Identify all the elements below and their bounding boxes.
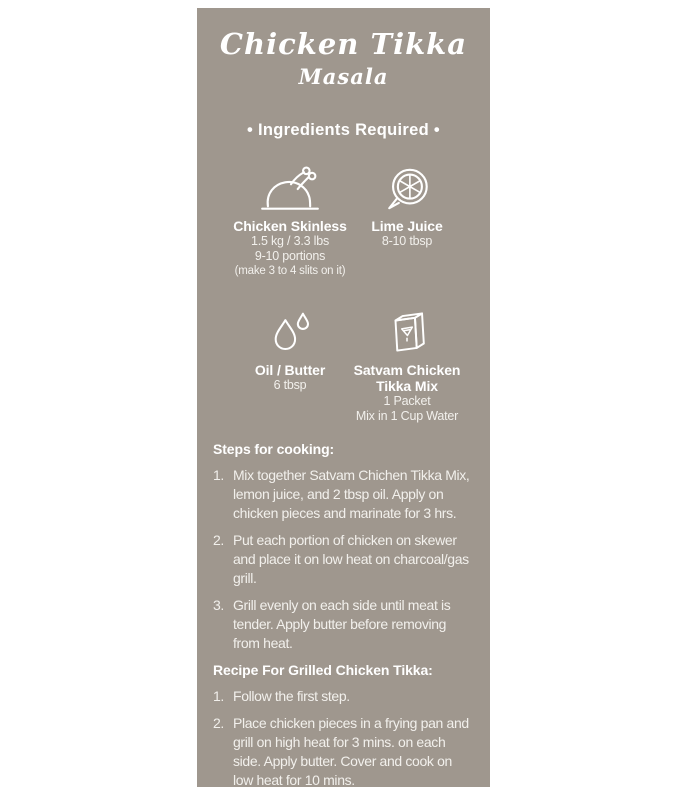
ingredient-name: Satvam Chicken Tikka Mix [353,362,461,394]
ingredient-detail: 6 tbsp [273,378,307,392]
step-text: Grill evenly on each side until meat is tender. Apply butter before removing from heat. [233,597,451,651]
steps-for-cooking-heading: Steps for cooking: [213,441,335,457]
cooking-step [213,531,470,588]
ingredient-detail: 1 Packet [383,394,431,408]
ingredient-detail: (make 3 to 4 slits on it) [234,265,346,277]
step-text: Mix together Satvam Chichen Tikka Mix, lemon juice, and 2 tbsp oil. Apply on chicken pieces and marinate for 3 hrs. [233,467,470,521]
step-number: 2. [213,532,224,548]
packet-icon [349,306,466,358]
step-number: 2. [213,715,224,731]
step-number: 1. [213,467,224,483]
step-text: Put each portion of chicken on skewer and place it on low heat on charcoal/gas grill. [233,532,469,586]
step-text: Follow the first step. [233,688,350,704]
ingredient-tikka-mix [349,306,466,424]
cooking-step [213,596,470,653]
grilled-step [213,687,470,706]
ingredient-chicken [232,162,349,278]
grilled-recipe-heading: Recipe For Grilled Chicken Tikka: [213,662,433,678]
lime-icon [349,162,466,214]
ingredient-lime [349,162,466,278]
cooking-step [213,466,470,523]
product-subtitle: Masala [298,64,389,89]
ingredient-name: Lime Juice [371,218,443,234]
step-number: 1. [213,688,224,704]
step-text: Place chicken pieces in a frying pan and grill on high heat for 3 mins. on each side. Apply butter. Cover and cook on low heat for 10 mins. [233,715,469,787]
ingredient-oil-butter [232,306,349,424]
ingredient-name: Chicken Skinless [233,218,347,234]
droplet-icon [232,306,349,358]
ingredient-detail: Mix in 1 Cup Water [355,409,459,423]
product-title: Chicken Tikka [219,27,468,61]
chicken-icon [232,162,349,214]
grilled-step [213,714,470,787]
ingredient-detail: 8-10 tbsp [381,234,433,248]
recipe-card [197,8,490,787]
ingredients-grid [207,162,490,424]
instructions-section [213,440,470,787]
ingredient-name: Oil / Butter [254,362,326,378]
ingredients-heading: • Ingredients Required • [247,121,440,139]
ingredient-detail: 9-10 portions [254,249,326,263]
ingredient-detail: 1.5 kg / 3.3 lbs [250,234,330,248]
step-number: 3. [213,597,224,613]
